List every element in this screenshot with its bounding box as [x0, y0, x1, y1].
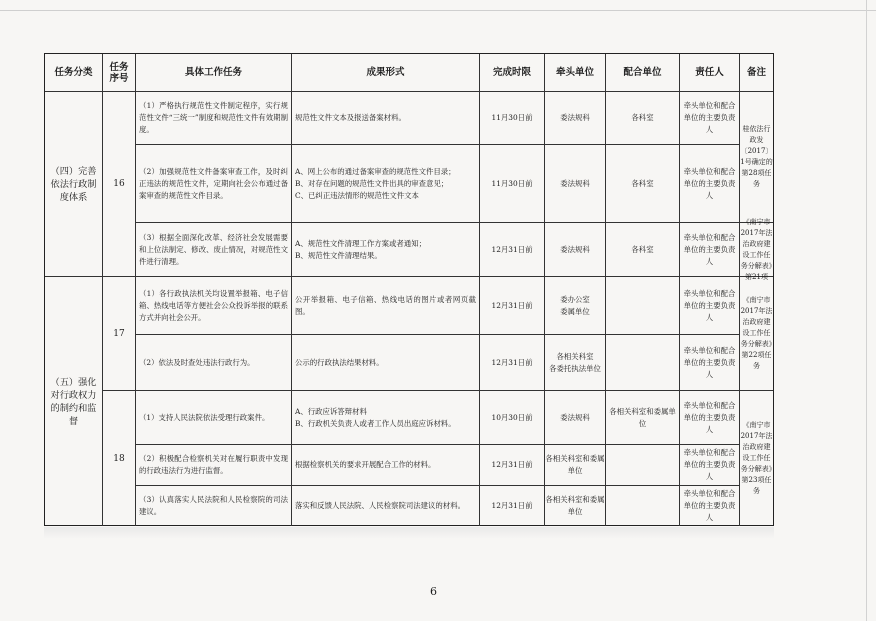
header-coop: 配合单位 — [606, 54, 680, 92]
row4-lead: 委办公室 委属单位 — [545, 277, 606, 335]
row5-owner: 牵头单位和配合单位的主要负责人 — [680, 335, 740, 391]
row2-coop: 各科室 — [606, 145, 680, 223]
row7-owner: 牵头单位和配合单位的主要负责人 — [680, 445, 740, 486]
row3-coop: 各科室 — [606, 223, 680, 277]
row3-task: （3）根据全面深化改革、经济社会发展需要和上位法制定、修改、废止情况，对规范性文件进行清理。 — [136, 223, 292, 277]
bleed-through-row — [44, 527, 774, 539]
note-3: 《南宁市2017年法治政府建设工作任务分解表》第22项任务 — [740, 277, 773, 391]
row4-coop — [606, 277, 680, 335]
row8-owner: 牵头单位和配合单位的主要负责人 — [680, 486, 740, 526]
seq-18: 18 — [103, 391, 136, 526]
header-result: 成果形式 — [292, 54, 480, 92]
row7-coop — [606, 445, 680, 486]
task-table — [44, 53, 774, 526]
seq-16: 16 — [103, 92, 136, 277]
row7-task: （2）积极配合检察机关对在履行职责中发现的行政违法行为进行监督。 — [136, 445, 292, 486]
row6-task: （1）支持人民法院依法受理行政案件。 — [136, 391, 292, 445]
row1-lead: 委法规科 — [545, 92, 606, 145]
row5-coop — [606, 335, 680, 391]
row6-coop: 各相关科室和委属单位 — [606, 391, 680, 445]
row8-deadline: 12月31日前 — [480, 486, 545, 526]
row6-deadline: 10月30日前 — [480, 391, 545, 445]
row3-lead: 委法规科 — [545, 223, 606, 277]
seq-17: 17 — [103, 277, 136, 391]
row4-owner: 牵头单位和配合单位的主要负责人 — [680, 277, 740, 335]
row8-result: 落实和反馈人民法院、人民检察院司法建议的材料。 — [292, 486, 480, 526]
note-2: 《南宁市2017年法治政府建设工作任务分解表》第21项 — [740, 217, 773, 281]
category-4: （四）完善依法行政制度体系 — [45, 92, 103, 277]
page-number: 6 — [430, 585, 437, 598]
header-note: 备注 — [740, 54, 773, 92]
header-task: 具体工作任务 — [136, 54, 292, 92]
scan-edge-top — [0, 10, 876, 11]
row1-owner: 牵头单位和配合单位的主要负责人 — [680, 92, 740, 145]
row8-coop — [606, 486, 680, 526]
row4-task: （1）各行政执法机关均设置举报箱、电子信箱、热线电话等方便社会公众投诉举报的联系方式并向社会公开。 — [136, 277, 292, 335]
header-lead: 牵头单位 — [545, 54, 606, 92]
header-deadline: 完成时限 — [480, 54, 545, 92]
row1-coop: 各科室 — [606, 92, 680, 145]
row1-deadline: 11月30日前 — [480, 92, 545, 145]
row7-deadline: 12月31日前 — [480, 445, 545, 486]
row8-lead: 各相关科室和委属单位 — [545, 486, 606, 526]
row4-result: 公开举报箱、电子信箱、热线电话的图片或者网页截图。 — [292, 277, 480, 335]
scan-edge-right — [866, 0, 867, 621]
row5-lead: 各相关科室 各委托执法单位 — [545, 335, 606, 391]
row6-result: A、行政应诉答辩材料 B、行政机关负责人或者工作人员出庭应诉材料。 — [292, 391, 480, 445]
row7-result: 根据检察机关的要求开展配合工作的材料。 — [292, 445, 480, 486]
row1-result: 规范性文件文本及报送备案材料。 — [292, 92, 480, 145]
category-5: （五）强化对行政权力的制约和监督 — [45, 277, 103, 526]
note-1: 桂依法行政发〔2017〕1号确定的第28项任务 — [740, 92, 773, 223]
row6-owner: 牵头单位和配合单位的主要负责人 — [680, 391, 740, 445]
row1-task: （1）严格执行规范性文件制定程序，实行规范性文件“三统一”制度和规范性文件有效期制度。 — [136, 92, 292, 145]
header-owner: 责任人 — [680, 54, 740, 92]
row2-owner: 牵头单位和配合单位的主要负责人 — [680, 145, 740, 223]
row5-result: 公示的行政执法结果材料。 — [292, 335, 480, 391]
row2-result: A、网上公布的通过备案审查的规范性文件目录； B、对存在问题的规范性文件出具的审查意见； C、已纠正违法情形的规范性文件文本 — [292, 145, 480, 223]
row2-task: （2）加强规范性文件备案审查工作，及时纠正违法的规范性文件，定期向社会公布通过备案审查的规范性文件目录。 — [136, 145, 292, 223]
row4-deadline: 12月31日前 — [480, 277, 545, 335]
row6-lead: 委法规科 — [545, 391, 606, 445]
header-category: 任务分类 — [45, 54, 103, 92]
header-seq: 任务 序号 — [103, 54, 136, 92]
row5-deadline: 12月31日前 — [480, 335, 545, 391]
row3-result: A、规范性文件清理工作方案或者通知； B、规范性文件清理结果。 — [292, 223, 480, 277]
row7-lead: 各相关科室和委属单位 — [545, 445, 606, 486]
row2-lead: 委法规科 — [545, 145, 606, 223]
note-4: 《南宁市2017年法治政府建设工作任务分解表》第23项任务 — [740, 421, 773, 495]
row5-task: （2）依法及时查处违法行政行为。 — [136, 335, 292, 391]
row3-deadline: 12月31日前 — [480, 223, 545, 277]
row2-deadline: 11月30日前 — [480, 145, 545, 223]
row3-owner: 牵头单位和配合单位的主要负责人 — [680, 223, 740, 277]
row8-task: （3）认真落实人民法院和人民检察院的司法建议。 — [136, 486, 292, 526]
